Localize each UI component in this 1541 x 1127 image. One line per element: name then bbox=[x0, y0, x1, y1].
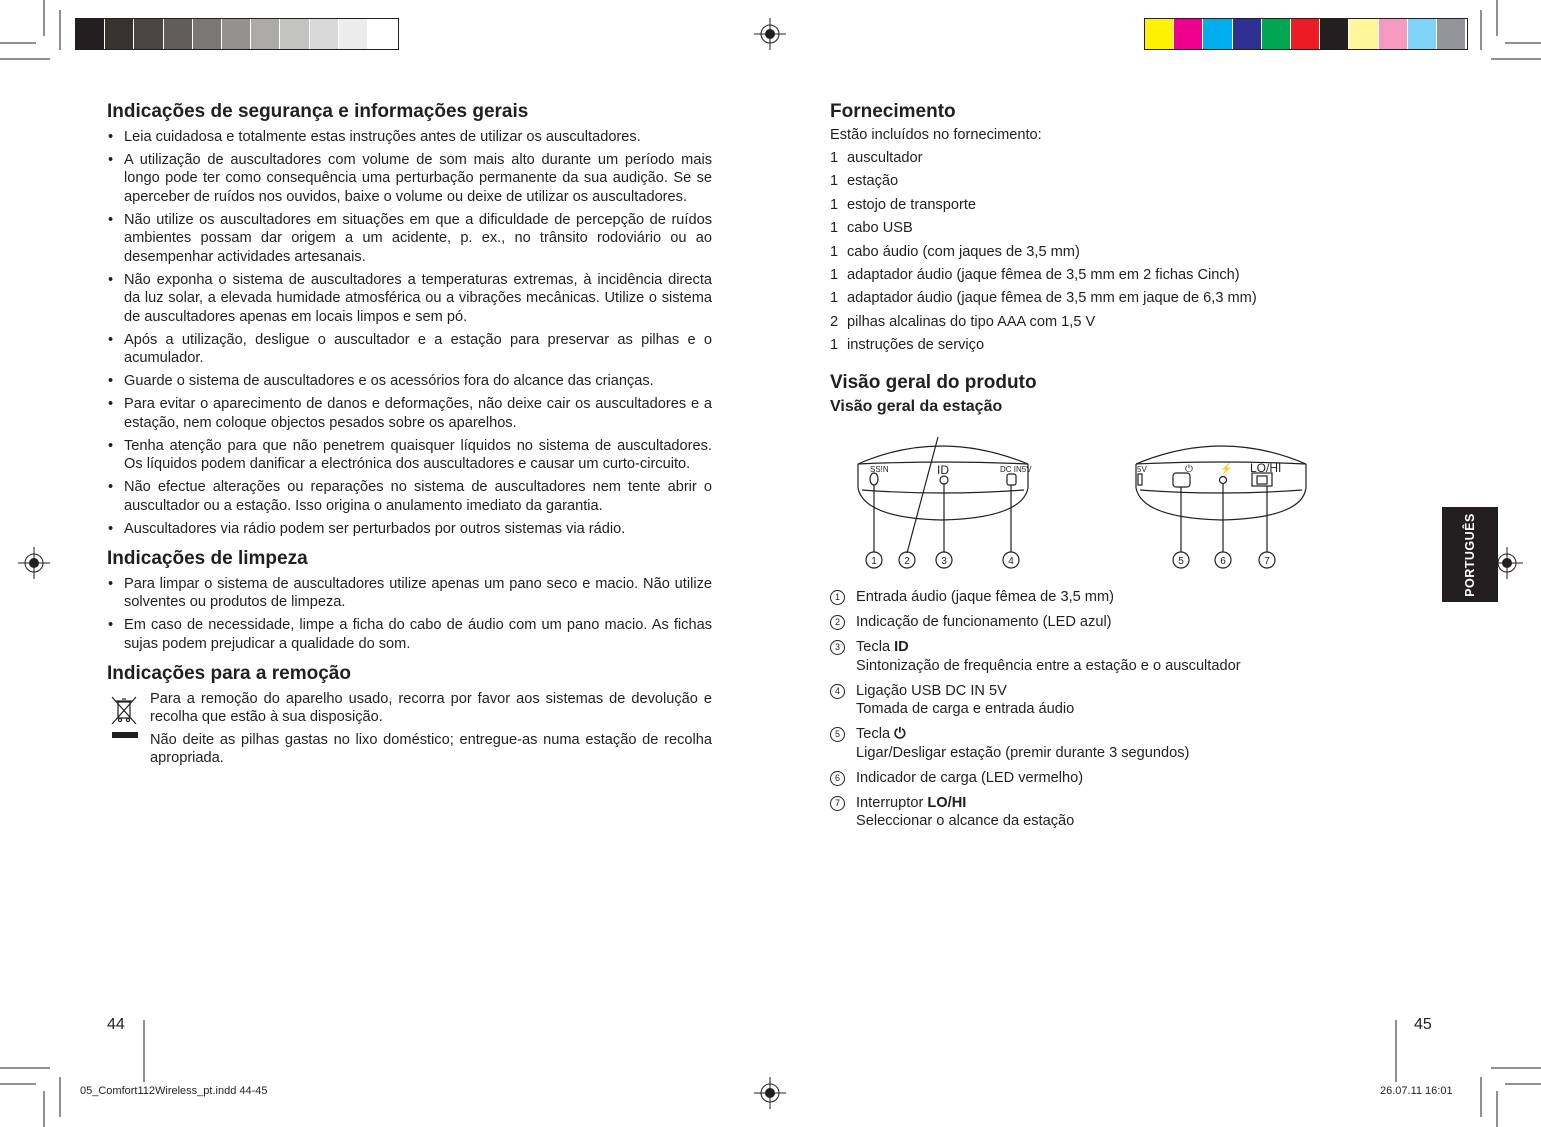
supply-item bbox=[830, 266, 1350, 289]
page-number-right: 45 bbox=[1414, 1016, 1432, 1033]
color-swatch bbox=[1408, 19, 1437, 49]
color-swatch bbox=[1233, 19, 1262, 49]
label-lohi: LO/HI bbox=[1250, 461, 1282, 475]
color-swatch bbox=[251, 19, 280, 49]
color-swatch bbox=[134, 19, 163, 49]
supply-text: estação bbox=[847, 173, 899, 190]
supply-text: auscultador bbox=[847, 150, 923, 166]
legend-item: 6 Indicador de carga (LED vermelho) bbox=[830, 769, 1350, 788]
label-5v: 5V bbox=[1137, 465, 1147, 474]
safety-item: • Leia cuidadosa e totalmente estas instruções antes de utilizar os auscultadores. bbox=[107, 128, 712, 147]
color-swatch bbox=[368, 19, 397, 49]
callout-5: 5 bbox=[1178, 556, 1184, 567]
supply-text: cabo USB bbox=[847, 220, 913, 237]
color-swatch bbox=[310, 19, 339, 49]
safety-item: • Não efectue alterações ou reparações no sistema de auscultadores nem tente abrir o auscultador ou a estação. Isso origina o anulamento imediato da garantia. bbox=[107, 478, 712, 515]
supply-item bbox=[830, 313, 1350, 336]
cleaning-item: • Para limpar o sistema de auscultadores utilize apenas um pano seco e macio. Não utilize solventes ou produtos de limpeza. bbox=[107, 575, 712, 612]
supply-text: pilhas alcalinas do tipo AAA com 1,5 V bbox=[847, 313, 1096, 330]
color-calibration-bar bbox=[1144, 18, 1468, 50]
left-page bbox=[107, 103, 712, 768]
supply-qty: 1 bbox=[830, 173, 839, 190]
safety-list bbox=[107, 128, 712, 539]
legend-number: 1 bbox=[830, 590, 845, 605]
supply-list bbox=[830, 149, 1350, 360]
color-swatch bbox=[280, 19, 309, 49]
legend-item: 4 Ligação USB DC IN 5V Tomada de carga e entrada áudio bbox=[830, 682, 1350, 719]
supply-text: estojo de transporte bbox=[847, 196, 976, 213]
safety-title: Indicações de segurança e informações gerais bbox=[107, 101, 529, 122]
color-swatch bbox=[1379, 19, 1408, 49]
crossed-bin-icon bbox=[109, 694, 139, 740]
color-swatch bbox=[339, 19, 368, 49]
safety-item: • Guarde o sistema de auscultadores e os acessórios fora do alcance das crianças. bbox=[107, 372, 712, 391]
supply-text: adaptador áudio (jaque fêmea de 3,5 mm em 2 fichas Cinch) bbox=[847, 266, 1240, 283]
supply-item bbox=[830, 243, 1350, 266]
supply-text: adaptador áudio (jaque fêmea de 3,5 mm em jaque de 6,3 mm) bbox=[847, 290, 1257, 307]
cleaning-list bbox=[107, 575, 712, 654]
supply-intro: Estão incluídos no fornecimento: bbox=[830, 126, 1042, 143]
legend-item: 5 Tecla ⏻ Ligar/Desligar estação (premir durante 3 segundos) bbox=[830, 725, 1350, 762]
supply-qty: 1 bbox=[830, 266, 839, 283]
supply-item bbox=[830, 149, 1350, 172]
safety-item: • A utilização de auscultadores com volume de som mais alto durante um período mais longo pode ter como consequência uma perturbação permanente da sua audição. Se se aperceber de ruídos nos ouvidos, baixe o volume ou deixe de utilizar os auscultadores. bbox=[107, 151, 712, 207]
grayscale-calibration-bar bbox=[75, 18, 399, 50]
legend-number: 3 bbox=[830, 640, 845, 655]
slug-date: 26.07.11 16:01 bbox=[1380, 1085, 1453, 1097]
registration-mark-bottom bbox=[754, 1077, 786, 1109]
registration-mark-top bbox=[754, 18, 786, 50]
legend-item: 7 Interruptor LO/HI Seleccionar o alcance da estação bbox=[830, 794, 1350, 831]
legend-number: 2 bbox=[830, 615, 845, 630]
color-swatch bbox=[1437, 19, 1466, 49]
disposal-block bbox=[107, 690, 712, 768]
safety-item: • Após a utilização, desligue o auscultador e a estação para preservar as pilhas e o acumulador. bbox=[107, 331, 712, 368]
color-swatch bbox=[164, 19, 193, 49]
callout-1: 1 bbox=[871, 556, 877, 567]
color-swatch bbox=[105, 19, 134, 49]
lightning-icon: ⚡ bbox=[1220, 464, 1233, 475]
callout-7: 7 bbox=[1264, 556, 1270, 567]
disposal-paragraph-1: Para a remoção do aparelho usado, recorra por favor aos sistemas de devolução e recolha que estão à sua disposição. bbox=[150, 690, 712, 725]
right-page bbox=[830, 103, 1350, 425]
supply-qty: 1 bbox=[830, 196, 839, 213]
safety-item: • Não exponha o sistema de auscultadores a temperaturas extremas, à incidência directa da luz solar, a elevada humidade atmosférica ou a vibrações mecânicas. Utilize o sistema de auscultadores apenas em locais limpos e sem pó. bbox=[107, 271, 712, 327]
supply-qty: 1 bbox=[830, 290, 839, 307]
color-swatch bbox=[1262, 19, 1291, 49]
cleaning-title: Indicações de limpeza bbox=[107, 548, 308, 569]
safety-item: • Para evitar o aparecimento de danos e deformações, não deixe cair os auscultadores e a estação, nem coloque objectos pesados sobre os aparelhos. bbox=[107, 395, 712, 432]
callout-3: 3 bbox=[941, 556, 947, 567]
overview-subtitle: Visão geral da estação bbox=[830, 398, 1003, 416]
color-swatch bbox=[222, 19, 251, 49]
callout-6: 6 bbox=[1220, 556, 1226, 567]
color-swatch bbox=[1145, 19, 1174, 49]
cleaning-item: • Em caso de necessidade, limpe a ficha do cabo de áudio com um pano macio. As fichas sujas podem prejudicar a qualidade do som. bbox=[107, 616, 712, 653]
disposal-paragraph-2: Não deite as pilhas gastas no lixo doméstico; entregue-as numa estação de recolha apropriada. bbox=[150, 731, 712, 766]
color-swatch bbox=[1203, 19, 1232, 49]
supply-qty: 1 bbox=[830, 337, 839, 354]
callout-2: 2 bbox=[904, 556, 910, 567]
safety-item: • Auscultadores via rádio podem ser perturbados por outros sistemas via rádio. bbox=[107, 520, 712, 539]
supply-item bbox=[830, 219, 1350, 242]
supply-text: cabo áudio (com jaques de 3,5 mm) bbox=[847, 243, 1080, 260]
supply-qty: 1 bbox=[830, 243, 839, 260]
legend-item: 2 Indicação de funcionamento (LED azul) bbox=[830, 613, 1350, 632]
safety-item: • Não utilize os auscultadores em situações em que a dificuldade de percepção de ruídos ambientes possam dar origem a um acidente, p. ex., no trânsito rodoviário ou ao desempenhar actividades artesanais. bbox=[107, 211, 712, 267]
language-label: PORTUGUÊS bbox=[1463, 512, 1477, 597]
station-diagram bbox=[850, 430, 1320, 575]
color-swatch bbox=[1174, 19, 1203, 49]
supply-qty: 1 bbox=[830, 150, 839, 166]
label-dcin: DC IN5V bbox=[1000, 465, 1032, 474]
legend-number: 4 bbox=[830, 684, 845, 699]
registration-mark-left bbox=[18, 547, 50, 579]
legend-number: 7 bbox=[830, 796, 845, 811]
page-number-left: 44 bbox=[107, 1016, 125, 1033]
supply-text: instruções de serviço bbox=[847, 337, 985, 354]
color-swatch bbox=[193, 19, 222, 49]
supply-item bbox=[830, 336, 1350, 359]
label-ssn: SS!N bbox=[870, 465, 889, 474]
overview-title: Visão geral do produto bbox=[830, 371, 1037, 393]
legend-item: 3 Tecla ID Sintonização de frequência entre a estação e o auscultador bbox=[830, 638, 1350, 675]
disposal-title: Indicações para a remoção bbox=[107, 663, 351, 684]
legend-number: 5 bbox=[830, 727, 845, 742]
supply-title: Fornecimento bbox=[830, 101, 956, 122]
supply-qty: 1 bbox=[830, 220, 839, 237]
safety-item: • Tenha atenção para que não penetrem quaisquer líquidos no sistema de auscultadores. Os líquidos podem danificar a electrónica dos auscultadores e causar um curto-circuito. bbox=[107, 437, 712, 474]
supply-qty: 2 bbox=[830, 313, 839, 330]
color-swatch bbox=[76, 19, 105, 49]
supply-item bbox=[830, 172, 1350, 195]
language-side-tab bbox=[1442, 507, 1498, 602]
legend-item: 1 Entrada áudio (jaque fêmea de 3,5 mm) bbox=[830, 588, 1350, 607]
color-swatch bbox=[1349, 19, 1378, 49]
station-legend bbox=[830, 588, 1350, 837]
supply-item bbox=[830, 289, 1350, 312]
power-symbol-icon: ⏻ bbox=[1185, 464, 1193, 475]
color-swatch bbox=[1320, 19, 1349, 49]
legend-number: 6 bbox=[830, 771, 845, 786]
color-swatch bbox=[1291, 19, 1320, 49]
label-id: ID bbox=[937, 463, 949, 477]
slug-filename: 05_Comfort112Wireless_pt.indd 44-45 bbox=[80, 1085, 268, 1097]
callout-4: 4 bbox=[1008, 556, 1014, 567]
supply-item bbox=[830, 196, 1350, 219]
